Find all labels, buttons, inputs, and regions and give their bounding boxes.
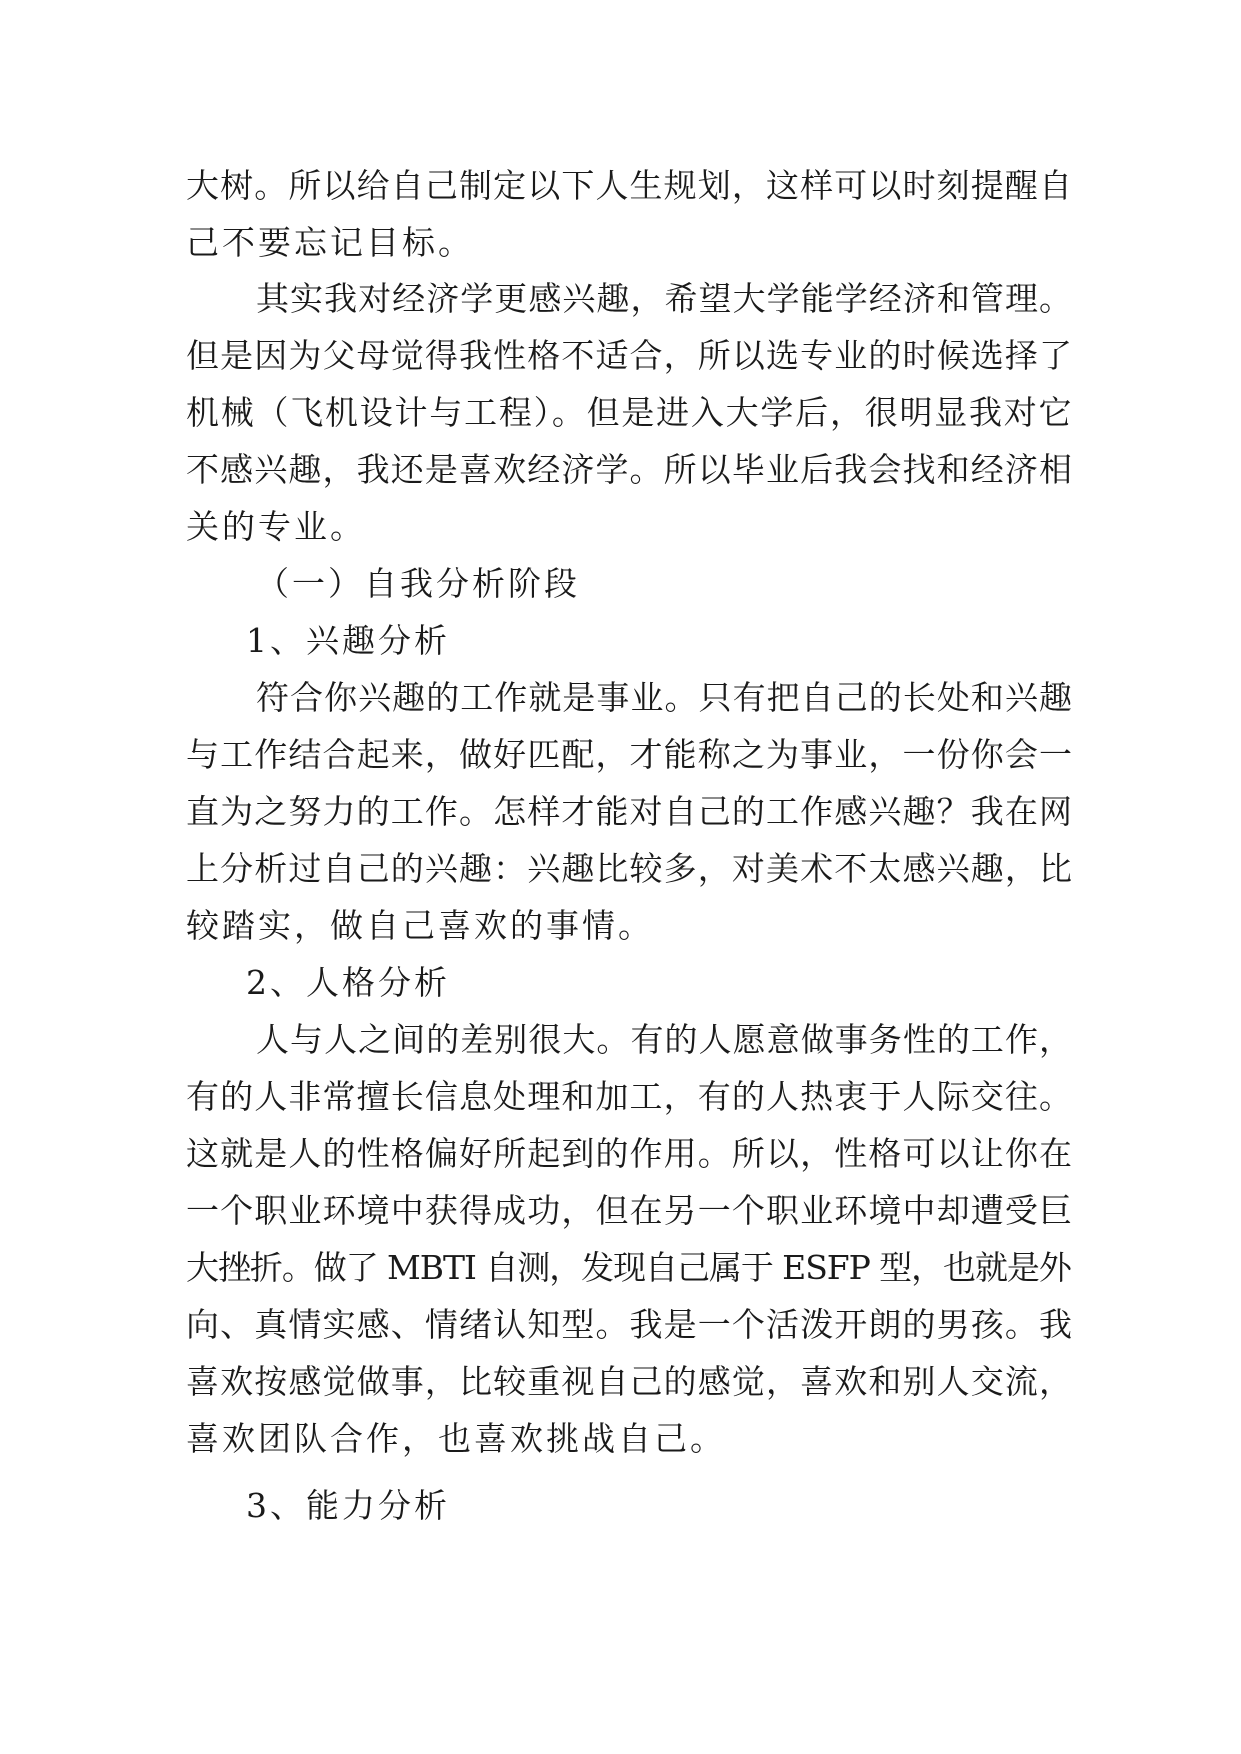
text-line: 直为之努力的工作。怎样才能对自己的工作感兴趣？我在网 bbox=[186, 792, 1074, 831]
text-line: 喜欢按感觉做事，比较重视自己的感觉，喜欢和别人交流， bbox=[186, 1362, 1074, 1401]
text-line: 大树。所以给自己制定以下人生规划，这样可以时刻提醒自 bbox=[186, 166, 1074, 205]
text-line: 大挫折。做了 MBTI 自测，发现自己属于 ESFP 型，也就是外 bbox=[186, 1248, 1071, 1287]
text-line: 其实我对经济学更感兴趣，希望大学能学经济和管理。 bbox=[256, 279, 1074, 318]
section-heading: （一）自我分析阶段 bbox=[256, 564, 580, 603]
subsection-heading: 1、兴趣分析 bbox=[246, 621, 450, 660]
text-line: 向、真情实感、情绪认知型。我是一个活泼开朗的男孩。我 bbox=[186, 1305, 1074, 1344]
subsection-heading: 2、人格分析 bbox=[246, 963, 450, 1002]
text-line: 上分析过自己的兴趣：兴趣比较多，对美术不太感兴趣，比 bbox=[186, 849, 1074, 888]
text-line: 不感兴趣，我还是喜欢经济学。所以毕业后我会找和经济相 bbox=[186, 450, 1074, 489]
text-line: 有的人非常擅长信息处理和加工，有的人热衷于人际交往。 bbox=[186, 1077, 1074, 1116]
text-line: 但是因为父母觉得我性格不适合，所以选专业的时候选择了 bbox=[186, 336, 1074, 375]
text-line: 机械（飞机设计与工程）。但是进入大学后，很明显我对它 bbox=[186, 393, 1074, 432]
text-line: 与工作结合起来，做好匹配，才能称之为事业，一份你会一 bbox=[186, 735, 1074, 774]
text-line: 较踏实，做自己喜欢的事情。 bbox=[186, 906, 654, 945]
subsection-heading: 3、能力分析 bbox=[246, 1486, 450, 1525]
text-line: 关的专业。 bbox=[186, 507, 366, 546]
text-line: 一个职业环境中获得成功，但在另一个职业环境中却遭受巨 bbox=[186, 1191, 1074, 1230]
text-line: 符合你兴趣的工作就是事业。只有把自己的长处和兴趣 bbox=[256, 678, 1074, 717]
text-line: 己不要忘记目标。 bbox=[186, 223, 474, 262]
text-line: 喜欢团队合作，也喜欢挑战自己。 bbox=[186, 1419, 726, 1458]
text-line: 人与人之间的差别很大。有的人愿意做事务性的工作， bbox=[256, 1020, 1074, 1059]
text-line: 这就是人的性格偏好所起到的作用。所以，性格可以让你在 bbox=[186, 1134, 1074, 1173]
